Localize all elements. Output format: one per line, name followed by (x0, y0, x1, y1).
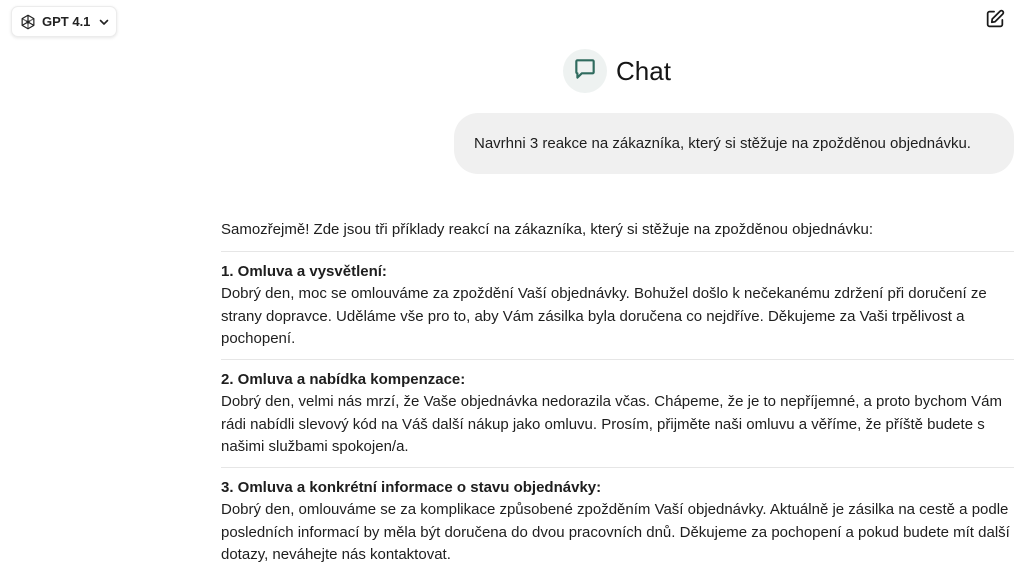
assistant-message (221, 219, 1014, 566)
section-body: Dobrý den, omlouváme se za komplikace způsobené zpožděním Vaší objednávky. Aktuálně je zásilka na cestě a podle posledních informací by měla být doručena do dvou pracovních dnů. Děkujeme za pochopení a pokud budete mít další dotazy, neváhejte nás kontaktovat. (221, 501, 1010, 563)
response-section (221, 467, 1014, 566)
section-heading: 1. Omluva a vysvětlení: (221, 262, 387, 280)
model-selector[interactable] (11, 6, 117, 37)
response-section (221, 359, 1014, 467)
section-heading: 2. Omluva a nabídka kompenzace: (221, 370, 466, 388)
user-message-bubble (454, 113, 1014, 174)
chat-icon-badge (563, 49, 607, 93)
page-title: Chat (616, 55, 671, 86)
model-name: GPT 4.1 (42, 14, 91, 29)
chevron-down-icon (98, 16, 110, 28)
response-section (221, 251, 1014, 359)
chat-header (563, 48, 671, 94)
section-body: Dobrý den, velmi nás mrzí, že Vaše objednávka nedorazila včas. Chápeme, že je to nepříjemné, a proto bychom Vám rádi nabídli slevový kód na Váš další nákup jako omluvu. Prosím, přijměte naši omluvu a věříme, že příště budete s našimi službami spokojen/a. (221, 393, 1002, 455)
edit-square-icon (984, 8, 1006, 35)
section-heading: 3. Omluva a konkrétní informace o stavu objednávky: (221, 478, 602, 496)
section-body: Dobrý den, moc se omlouváme za zpoždění Vaší objednávky. Bohužel došlo k nečekanému zdržení při doručení ze strany dopravce. Uděláme vše pro to, aby Vám zásilka byla doručena co nejdříve. Děkujeme za Vaši trpělivost a pochopení. (221, 285, 987, 347)
assistant-intro: Samozřejmě! Zde jsou tři příklady reakcí na zákazníka, který si stěžuje na zpožděnou objednávku: (221, 221, 873, 238)
openai-logo-icon (19, 13, 37, 31)
user-message-text: Navrhni 3 reakce na zákazníka, který si stěžuje na zpožděnou objednávku. (474, 135, 971, 152)
chat-bubble-icon (572, 56, 598, 87)
new-chat-button[interactable] (982, 8, 1008, 34)
